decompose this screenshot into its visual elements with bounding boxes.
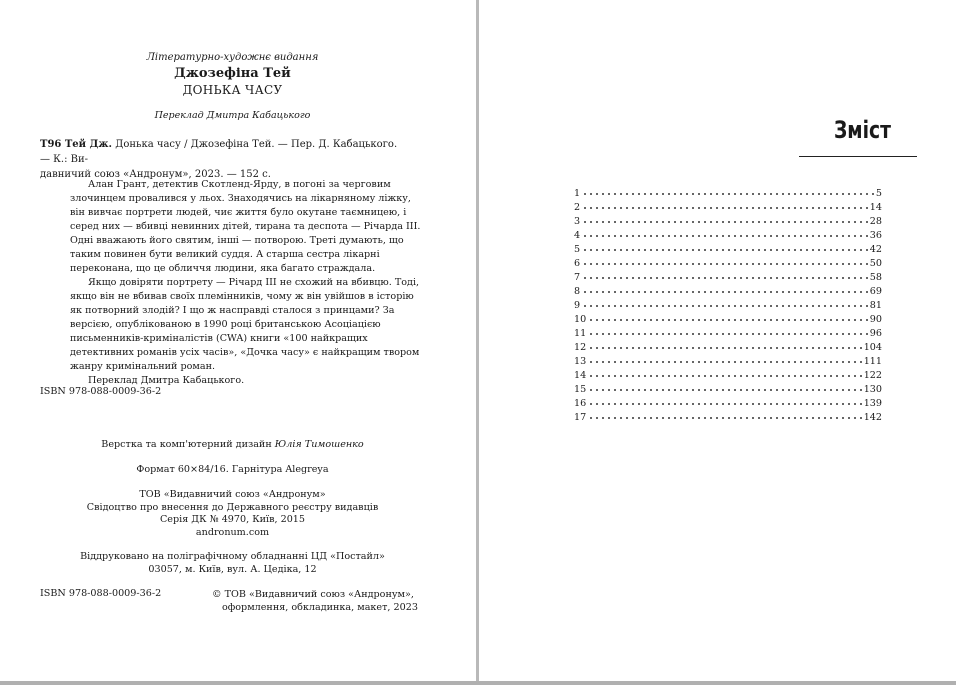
toc-entry-page: 81 xyxy=(869,300,882,311)
toc-dot-leader xyxy=(582,288,868,294)
toc-entry-number: 9 xyxy=(574,300,581,311)
toc-entry-number: 8 xyxy=(574,286,581,297)
toc-entry[interactable] xyxy=(574,314,882,328)
publisher-info xyxy=(40,489,425,539)
publisher-line: andronum.com xyxy=(195,526,270,538)
toc-entry[interactable] xyxy=(574,398,882,412)
toc-entry-page: 139 xyxy=(863,398,882,409)
design-label: Верстка та комп'ютерний дизайн xyxy=(101,439,275,450)
toc-entry[interactable] xyxy=(574,328,882,342)
imprint-page xyxy=(0,0,476,681)
toc-entry-number: 13 xyxy=(574,356,587,367)
toc-dot-leader xyxy=(582,274,868,280)
annotation-paragraph: Алан Грант, детектив Скотленд-Ярду, в погоні за черговим злочинцем провалився у льох. Знаходячись на лікарняному ліжку, він вивчає портрети людей, чиє життя було окутане таємницею, і серед них — вбивці невинних дітей, тирана та деспота — Річарда III. Одні вважають його святим, інші — потворою. Треті думають, що таким повинен бути великий суддя. А старша сестра лікарні переконана, що це обличчя людини, яка багато страждала. xyxy=(70,179,421,274)
print-info xyxy=(40,551,425,576)
toc-entry-page: 50 xyxy=(869,258,882,269)
publisher-line: ТОВ «Видавничий союз «Андронум» xyxy=(139,489,326,500)
toc-dot-leader xyxy=(588,386,861,392)
toc-entry-number: 5 xyxy=(574,244,581,255)
toc-dot-leader xyxy=(582,218,868,224)
designer-name: Юлія Тимошенко xyxy=(274,439,364,450)
toc-entry-page: 5 xyxy=(875,188,882,199)
toc-entry[interactable] xyxy=(574,188,882,202)
toc-dot-leader xyxy=(582,246,868,252)
toc-entry-number: 1 xyxy=(574,188,581,199)
print-line: 03057, м. Київ, вул. А. Цедіка, 12 xyxy=(148,563,317,575)
toc-entry[interactable] xyxy=(574,384,882,398)
toc-entry-number: 12 xyxy=(574,342,587,353)
toc-entry[interactable] xyxy=(574,272,882,286)
toc-entry[interactable] xyxy=(574,202,882,216)
toc-entry-number: 14 xyxy=(574,370,587,381)
toc-entry-number: 17 xyxy=(574,412,587,423)
toc-dot-leader xyxy=(582,190,874,196)
publisher-line: Серія ДК № 4970, Київ, 2015 xyxy=(159,514,306,525)
toc-entry-page: 69 xyxy=(869,286,882,297)
isbn-bottom: ISBN 978-088-0009-36-2 xyxy=(40,588,162,599)
toc-dot-leader xyxy=(588,358,861,364)
annotation xyxy=(70,178,426,388)
copyright-notice xyxy=(212,588,418,614)
design-credit xyxy=(40,439,425,452)
toc-dot-leader xyxy=(582,260,868,266)
toc-entry-number: 11 xyxy=(574,328,587,339)
toc-dot-leader xyxy=(588,400,861,406)
toc-list xyxy=(574,188,882,426)
biblio-line1: Донька часу / Джозефіна Тей. — Пер. Д. Кабацького. — К.: Ви- xyxy=(40,139,398,165)
format-line: Формат 60×84/16. Гарнітура Alegreya xyxy=(136,464,329,475)
toc-entry[interactable] xyxy=(574,286,882,300)
toc-entry[interactable] xyxy=(574,370,882,384)
toc-entry-page: 28 xyxy=(869,216,882,227)
toc-entry-number: 3 xyxy=(574,216,581,227)
toc-dot-leader xyxy=(588,372,861,378)
author-name: Джозефіна Тей xyxy=(174,66,291,81)
translator-note: Переклад Дмитра Кабацького xyxy=(154,110,311,121)
toc-entry[interactable] xyxy=(574,230,882,244)
toc-dot-leader xyxy=(582,302,868,308)
toc-entry-number: 7 xyxy=(574,272,581,283)
toc-dot-leader xyxy=(588,316,868,322)
toc-entry-number: 2 xyxy=(574,202,581,213)
toc-entry-page: 14 xyxy=(869,202,882,213)
toc-dot-leader xyxy=(588,414,861,420)
toc-title-underline xyxy=(799,156,917,157)
toc-entry-page: 130 xyxy=(863,384,882,395)
book-title: ДОНЬКА ЧАСУ xyxy=(182,83,283,97)
toc-entry-page: 122 xyxy=(863,370,882,381)
print-line: Віддруковано на поліграфічному обладнанні ЦД «Постайл» xyxy=(80,551,385,562)
bottom-scrollbar-track xyxy=(0,681,956,685)
toc-entry-page: 142 xyxy=(863,412,882,423)
toc-entry[interactable] xyxy=(574,300,882,314)
toc-entry-page: 111 xyxy=(863,356,882,367)
copyright-line: оформлення, обкладинка, макет, 2023 xyxy=(222,602,418,613)
toc-entry-number: 6 xyxy=(574,258,581,269)
toc-title: Зміст xyxy=(834,116,891,144)
copyright-line: © ТОВ «Видавничий союз «Андронум», xyxy=(212,589,414,600)
toc-entry[interactable] xyxy=(574,412,882,426)
toc-dot-leader xyxy=(588,344,861,350)
toc-entry-page: 96 xyxy=(869,328,882,339)
annotation-paragraph: Переклад Дмитра Кабацького. xyxy=(88,375,245,386)
toc-entry-page: 42 xyxy=(869,244,882,255)
edition-kind: Літературно-художнє видання xyxy=(146,52,319,63)
toc-entry[interactable] xyxy=(574,342,882,356)
biblio-code: Т96 Тей Дж. xyxy=(40,139,113,150)
toc-entry[interactable] xyxy=(574,356,882,370)
toc-entry-number: 4 xyxy=(574,230,581,241)
toc-entry-page: 90 xyxy=(869,314,882,325)
toc-entry-page: 104 xyxy=(863,342,882,353)
toc-entry-page: 58 xyxy=(869,272,882,283)
toc-dot-leader xyxy=(582,232,868,238)
publisher-line: Свідоцтво про внесення до Державного реєстру видавців xyxy=(86,501,379,513)
toc-dot-leader xyxy=(588,330,868,336)
biblio-line2: давничий союз «Андронум», 2023. — 152 с. xyxy=(40,169,271,180)
toc-entry-page: 36 xyxy=(869,230,882,241)
toc-dot-leader xyxy=(582,204,868,210)
toc-entry-number: 10 xyxy=(574,314,587,325)
toc-entry[interactable] xyxy=(574,216,882,230)
toc-entry[interactable] xyxy=(574,258,882,272)
annotation-paragraph: Якщо довіряти портрету — Річард III не схожий на вбивцю. Тоді, якщо він не вбивав своїх племінників, чому ж він увійшов в історію як потворний злодій? І що ж насправді сталося з принцами? За версією, опублікованою в 1990 році британською Асоціацією письменників-криміналістів (CWA) книги «100 найкращих детективних романів усіх часів», «Дочка часу» є найкращим твором жанру кримінальний роман. xyxy=(70,277,420,372)
bibliographic-record xyxy=(40,137,410,182)
isbn-top: ISBN 978-088-0009-36-2 xyxy=(40,386,162,397)
toc-entry-number: 16 xyxy=(574,398,587,409)
toc-entry[interactable] xyxy=(574,244,882,258)
toc-entry-number: 15 xyxy=(574,384,587,395)
contents-page xyxy=(479,0,956,681)
